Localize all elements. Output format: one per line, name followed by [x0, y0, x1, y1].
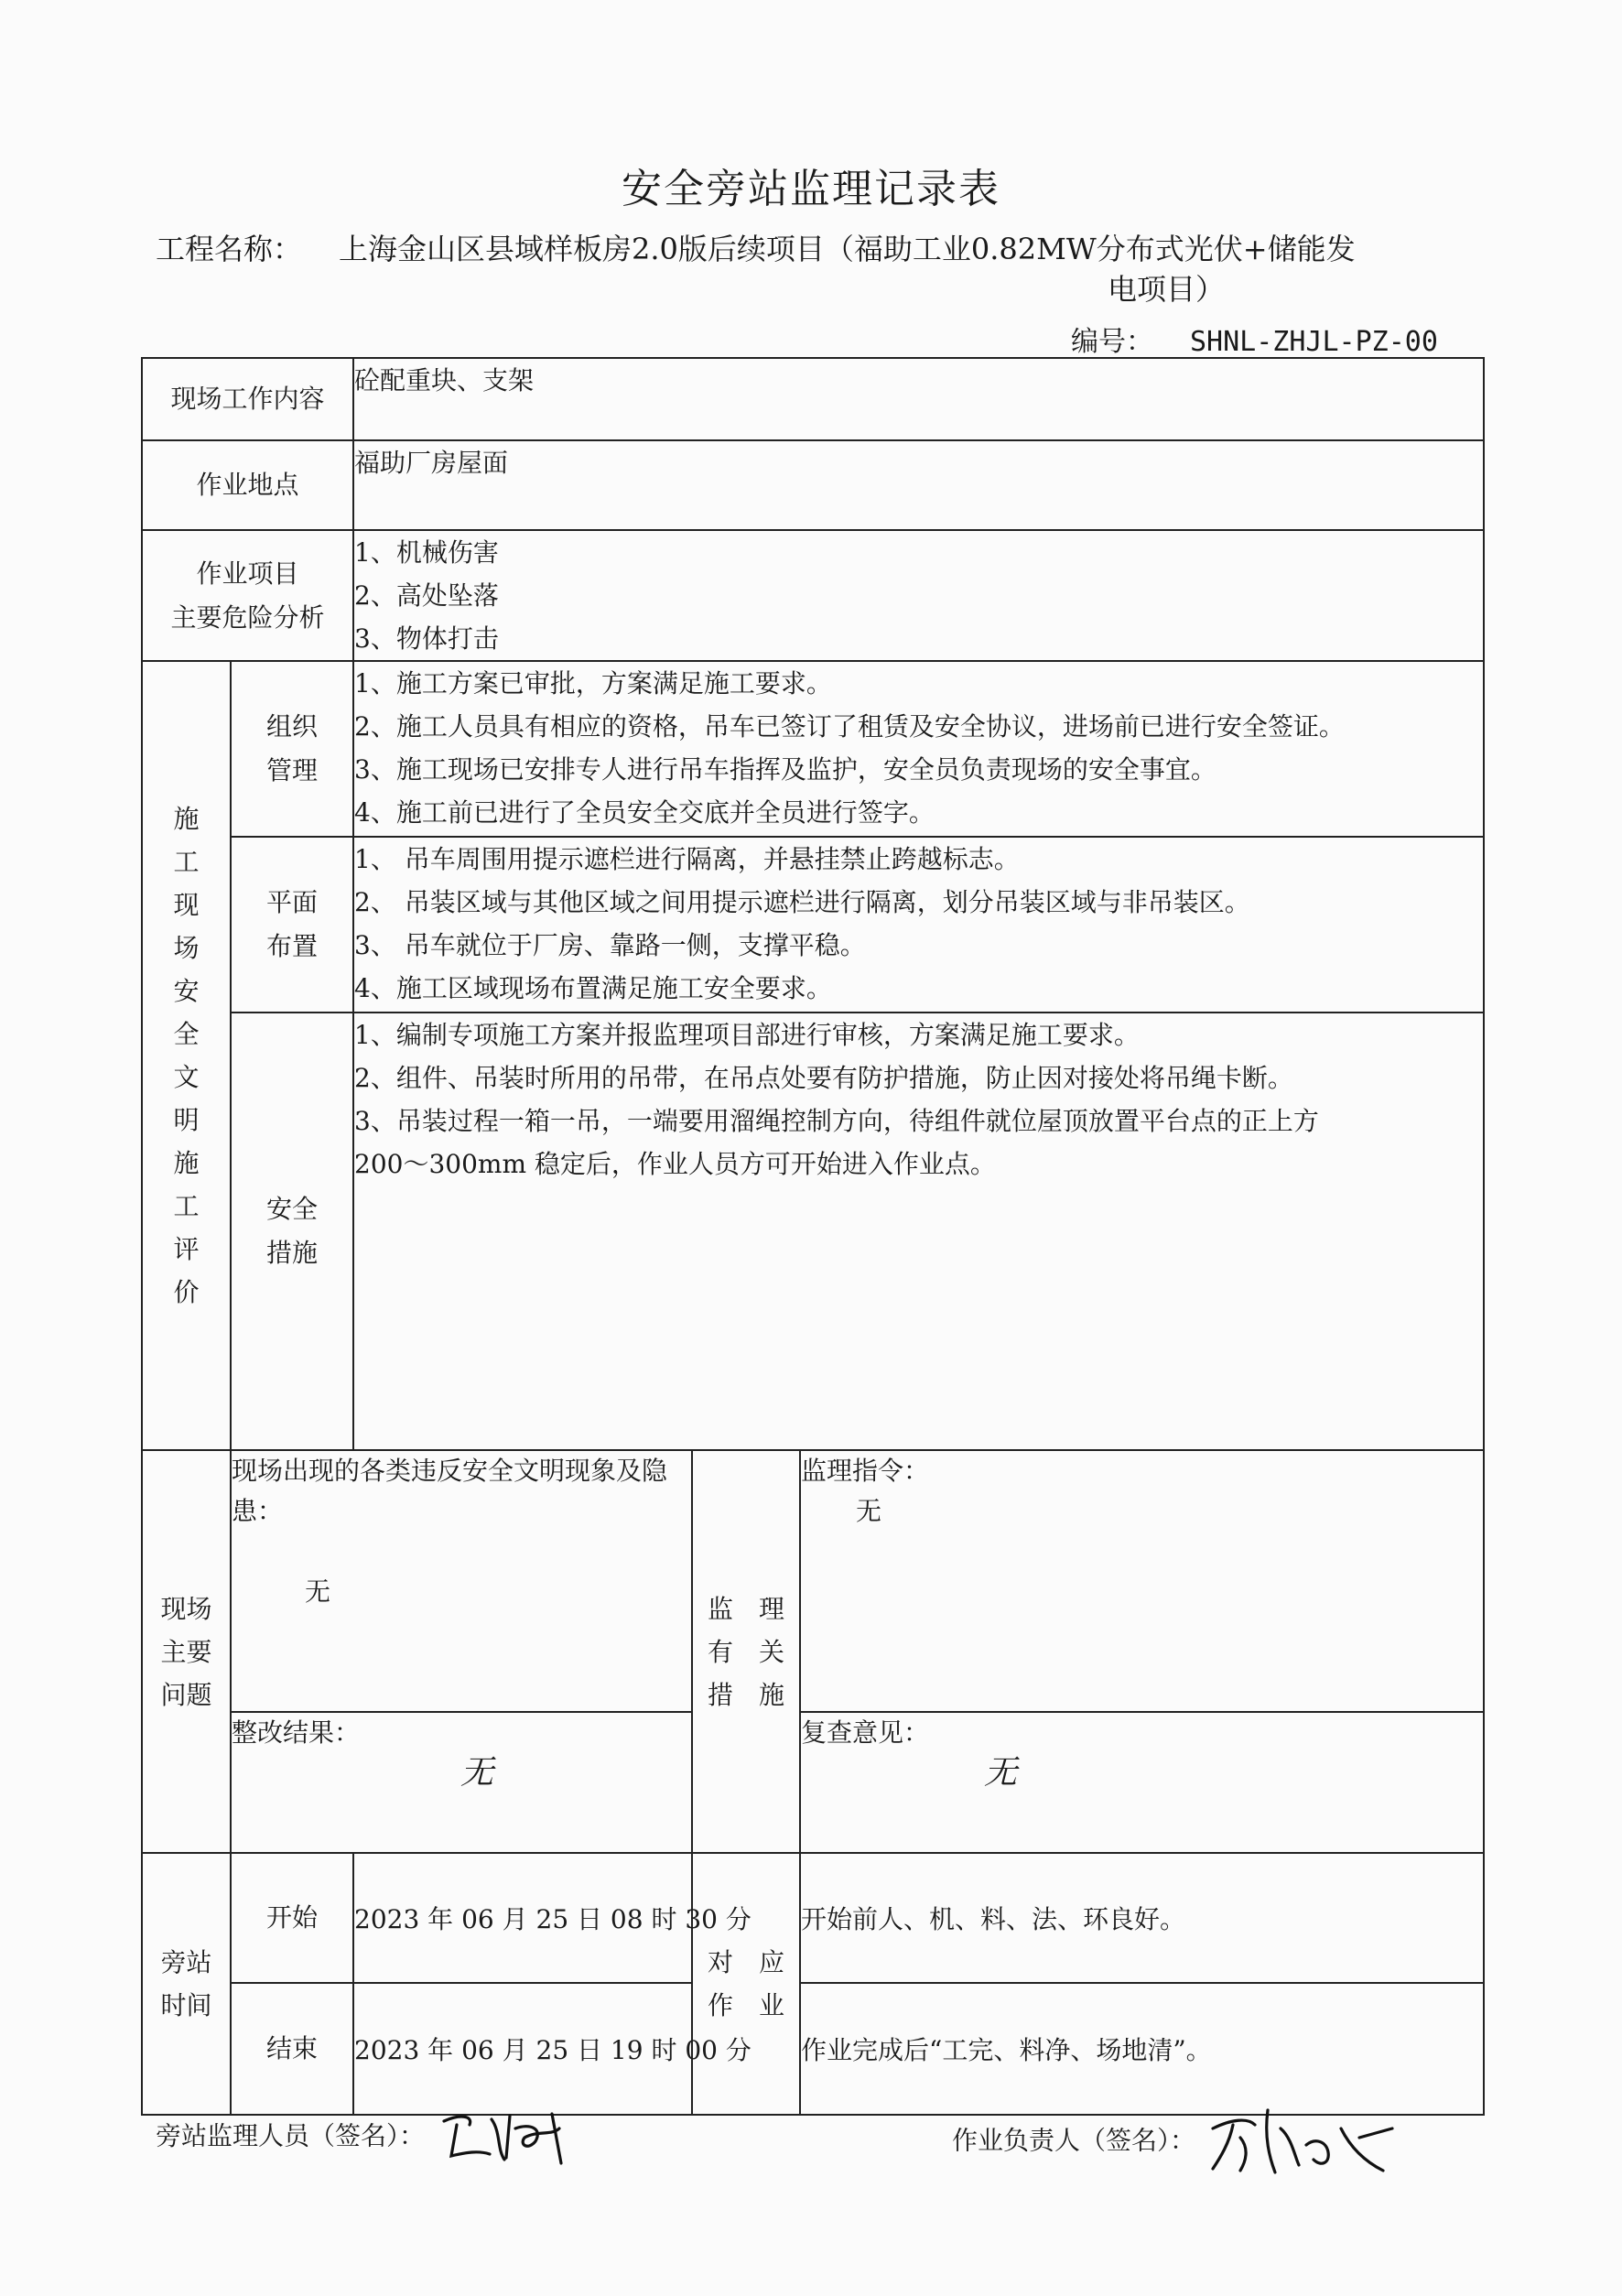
project-label: 工程名称： [156, 232, 303, 266]
list-item: 3、吊装过程一箱一吊，一端要用溜绳控制方向，待组件就位屋顶放置平台点的正上方 [354, 1106, 1319, 1136]
org-management-label: 组织 管理 [231, 661, 353, 837]
leader-signature-row [952, 2101, 1414, 2183]
corresponding-work-label: 对 应 作 业 [692, 1853, 800, 2115]
list-item: 4、施工前已进行了全员安全交底并全员进行签字。 [354, 797, 935, 828]
safety-measures-list [353, 1013, 1484, 1450]
start-response: 开始前人、机、料、法、环良好。 [800, 1853, 1484, 1983]
hazard-item: 1、机械伤害 [354, 537, 499, 568]
list-item: 4、施工区域现场布置满足施工安全要求。 [354, 973, 832, 1003]
list-item: 2、施工人员具有相应的资格，吊车已签订了租赁及安全协议，进场前已进行安全签证。 [354, 711, 1345, 742]
list-item: 1、 吊车周围用提示遮栏进行隔离，并悬挂禁止跨越标志。 [354, 844, 1020, 874]
code-label: 编号： [1071, 326, 1153, 358]
list-item: 200～300mm 稳定后，作业人员方可开始进入作业点。 [354, 1149, 996, 1179]
rectify-value: 无 [460, 1754, 494, 1792]
end-time-value: 2023 年 06 月 25 日 19 时 00 分 [353, 1983, 692, 2115]
leader-signature-label: 作业负责人（签名）： [952, 2125, 1196, 2156]
location-value: 福助厂房屋面 [353, 440, 1484, 530]
start-label: 开始 [231, 1853, 353, 1983]
document-code [1071, 319, 1438, 359]
supervision-measures-label: 监 理 有 关 措 施 [692, 1450, 800, 1853]
review-cell [800, 1712, 1484, 1853]
project-value-line2: 电项目） [1108, 272, 1226, 307]
layout-label: 平面 布置 [231, 837, 353, 1013]
end-label: 结束 [231, 1983, 353, 2115]
violations-cell [231, 1450, 692, 1712]
document-title: 安全旁站监理记录表 [622, 166, 1000, 212]
rectify-label: 整改结果： [232, 1717, 361, 1748]
record-form [141, 357, 1485, 2116]
hazard-item: 2、高处坠落 [354, 580, 499, 611]
safety-measures-label: 安全 措施 [231, 1013, 353, 1450]
code-value: SHNL-ZHJL-PZ-00 [1190, 326, 1438, 358]
org-management-list [353, 661, 1484, 837]
issues-label: 现场 主要 问题 [142, 1450, 231, 1853]
list-item: 3、 吊车就位于厂房、靠路一侧，支撑平稳。 [354, 930, 866, 960]
instruction-label: 监理指令： [801, 1456, 930, 1486]
review-value: 无 [984, 1754, 1018, 1792]
violations-label: 现场出现的各类违反安全文明现象及隐患： [232, 1456, 668, 1526]
time-label: 旁站 时间 [142, 1853, 231, 2115]
list-item: 2、组件、吊装时所用的吊带，在吊点处要有防护措施，防止因对接处将吊绳卡断。 [354, 1063, 1293, 1093]
start-time-value: 2023 年 06 月 25 日 08 时 30 分 [353, 1853, 692, 1983]
rectify-cell [231, 1712, 692, 1853]
list-item: 3、施工现场已安排专人进行吊车指挥及监护，安全员负责现场的安全事宜。 [354, 754, 1216, 785]
hazard-item: 3、物体打击 [354, 623, 499, 654]
evaluation-label: 施 工 现 场 安 全 文 明 施 工 评 价 [142, 661, 231, 1450]
leader-signature-icon [1204, 2101, 1414, 2183]
supervisor-signature-icon [433, 2101, 589, 2174]
supervisor-signature-label: 旁站监理人员（签名）： [156, 2120, 426, 2151]
layout-list [353, 837, 1484, 1013]
project-value-line1: 上海金山区县域样板房2.0版后续项目（福助工业0.82MW分布式光伏+储能发 [339, 232, 1356, 266]
hazard-list [353, 530, 1484, 661]
instruction-value: 无 [856, 1496, 882, 1526]
review-label: 复查意见： [801, 1717, 930, 1748]
hazard-label: 作业项目 主要危险分析 [142, 530, 353, 661]
work-content-label: 现场工作内容 [142, 358, 353, 440]
location-label: 作业地点 [142, 440, 353, 530]
violations-value: 无 [305, 1576, 331, 1607]
supervisor-signature-row [156, 2101, 589, 2174]
work-content-value: 砼配重块、支架 [353, 358, 1484, 440]
end-response: 作业完成后“工完、料净、场地清”。 [800, 1983, 1484, 2115]
instruction-cell [800, 1450, 1484, 1712]
list-item: 1、施工方案已审批，方案满足施工要求。 [354, 668, 832, 699]
list-item: 2、 吊装区域与其他区域之间用提示遮栏进行隔离，划分吊装区域与非吊装区。 [354, 887, 1250, 917]
list-item: 1、编制专项施工方案并报监理项目部进行审核，方案满足施工要求。 [354, 1020, 1140, 1050]
